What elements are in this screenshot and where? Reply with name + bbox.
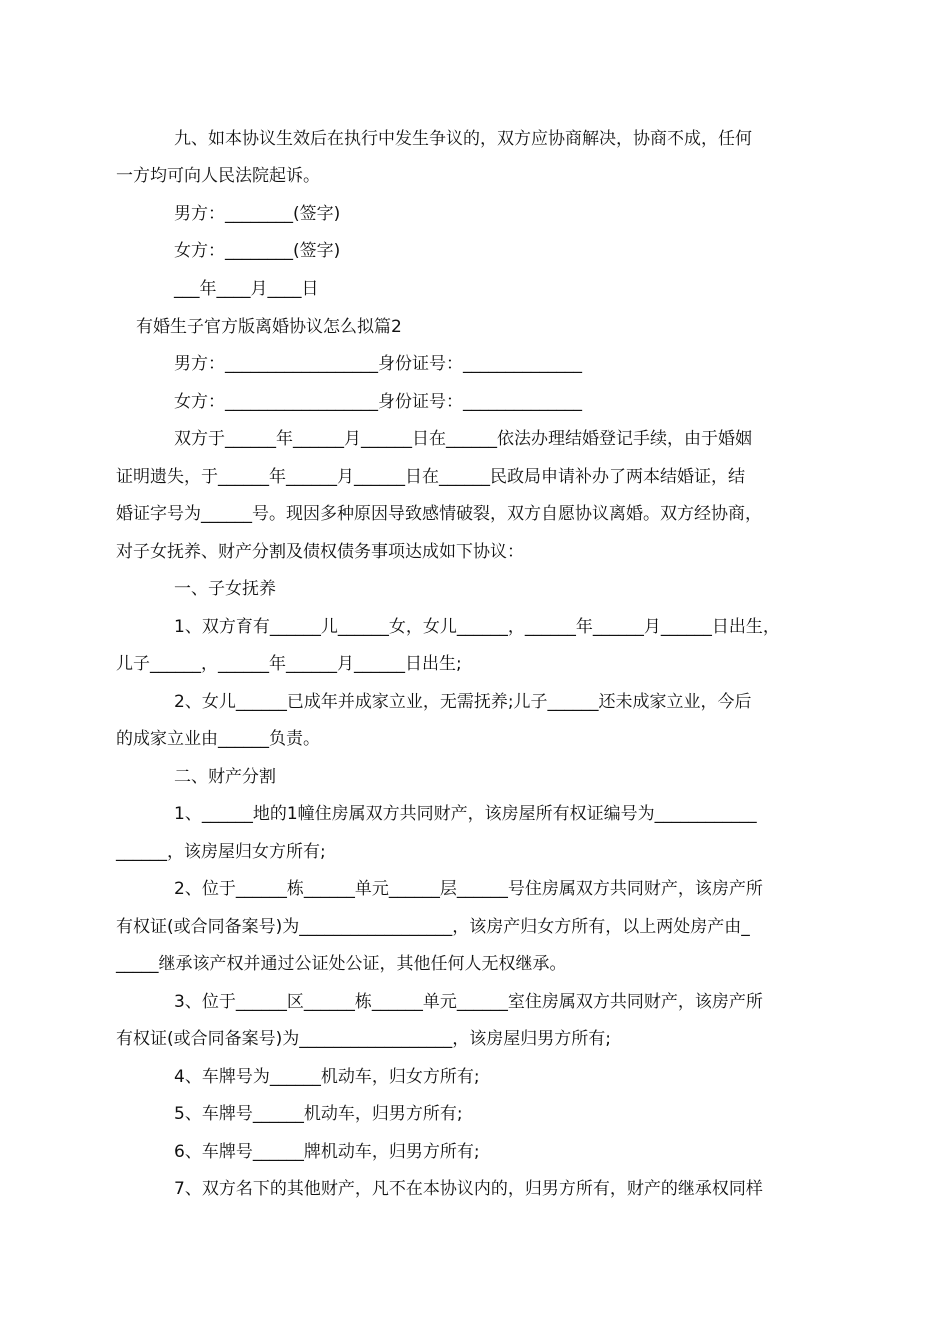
property-item-2-line-2: 有权证(或合同备案号)为__________________，该房产归女方所有，以上两处房产由_ [116, 917, 750, 937]
female-id-line: 女方：__________________身份证号：______________ [174, 392, 582, 412]
date-line: ___年____月____日 [174, 279, 319, 299]
property-item-3-line-1: 3、位于______区______栋______单元______室住房属双方共同财产，该房产所 [174, 992, 763, 1012]
intro-paragraph-line-3: 婚证字号为______号。现因多种原因导致感情破裂，双方自愿协议离婚。双方经协商， [116, 504, 762, 524]
intro-paragraph-line-1: 双方于______年______月______日在______依法办理结婚登记手续，由于婚姻 [174, 429, 752, 449]
male-signature-line: 男方：________(签字) [174, 204, 341, 224]
heading-property-division: 二、财产分割 [174, 767, 276, 787]
intro-paragraph-line-2: 证明遗失，于______年______月______日在______民政局申请补办了两本结婚证，结 [116, 467, 745, 487]
clause-9-line-2: 一方均可向人民法院起诉。 [116, 166, 320, 186]
property-item-3-line-2: 有权证(或合同备案号)为__________________，该房屋归男方所有; [116, 1029, 611, 1049]
intro-paragraph-line-4: 对子女抚养、财产分割及债权债务事项达成如下协议： [116, 542, 524, 562]
child-item-1-line-1: 1、双方育有______儿______女，女儿______，______年______月______日出生， [174, 617, 780, 637]
property-item-2-line-1: 2、位于______栋______单元______层______号住房属双方共同财产，该房产所 [174, 879, 763, 899]
property-item-4: 4、车牌号为______机动车，归女方所有; [174, 1067, 480, 1087]
property-item-1-line-2: ______，该房屋归女方所有; [116, 842, 326, 862]
property-item-2-line-3: _____继承该产权并通过公证处公证，其他任何人无权继承。 [116, 954, 567, 974]
property-item-1-line-1: 1、______地的1幢住房属双方共同财产，该房屋所有权证编号为____________ [174, 804, 757, 824]
property-item-5: 5、车牌号______机动车，归男方所有; [174, 1104, 463, 1124]
child-item-1-line-2: 儿子______，______年______月______日出生; [116, 654, 462, 674]
child-item-2-line-1: 2、女儿______已成年并成家立业，无需抚养;儿子______还未成家立业，今后 [174, 692, 752, 712]
clause-9-line-1: 九、如本协议生效后在执行中发生争议的，双方应协商解决，协商不成，任何 [174, 129, 752, 149]
section-title: 有婚生子官方版离婚协议怎么拟篇2 [136, 317, 402, 337]
property-item-7-line-1: 7、双方名下的其他财产，凡不在本协议内的，归男方所有，财产的继承权同样 [174, 1179, 763, 1199]
child-item-2-line-2: 的成家立业由______负责。 [116, 729, 320, 749]
male-id-line: 男方：__________________身份证号：______________ [174, 354, 582, 374]
property-item-6: 6、车牌号______牌机动车，归男方所有; [174, 1142, 480, 1162]
heading-child-support: 一、子女抚养 [174, 579, 276, 599]
female-signature-line: 女方：________(签字) [174, 241, 341, 261]
